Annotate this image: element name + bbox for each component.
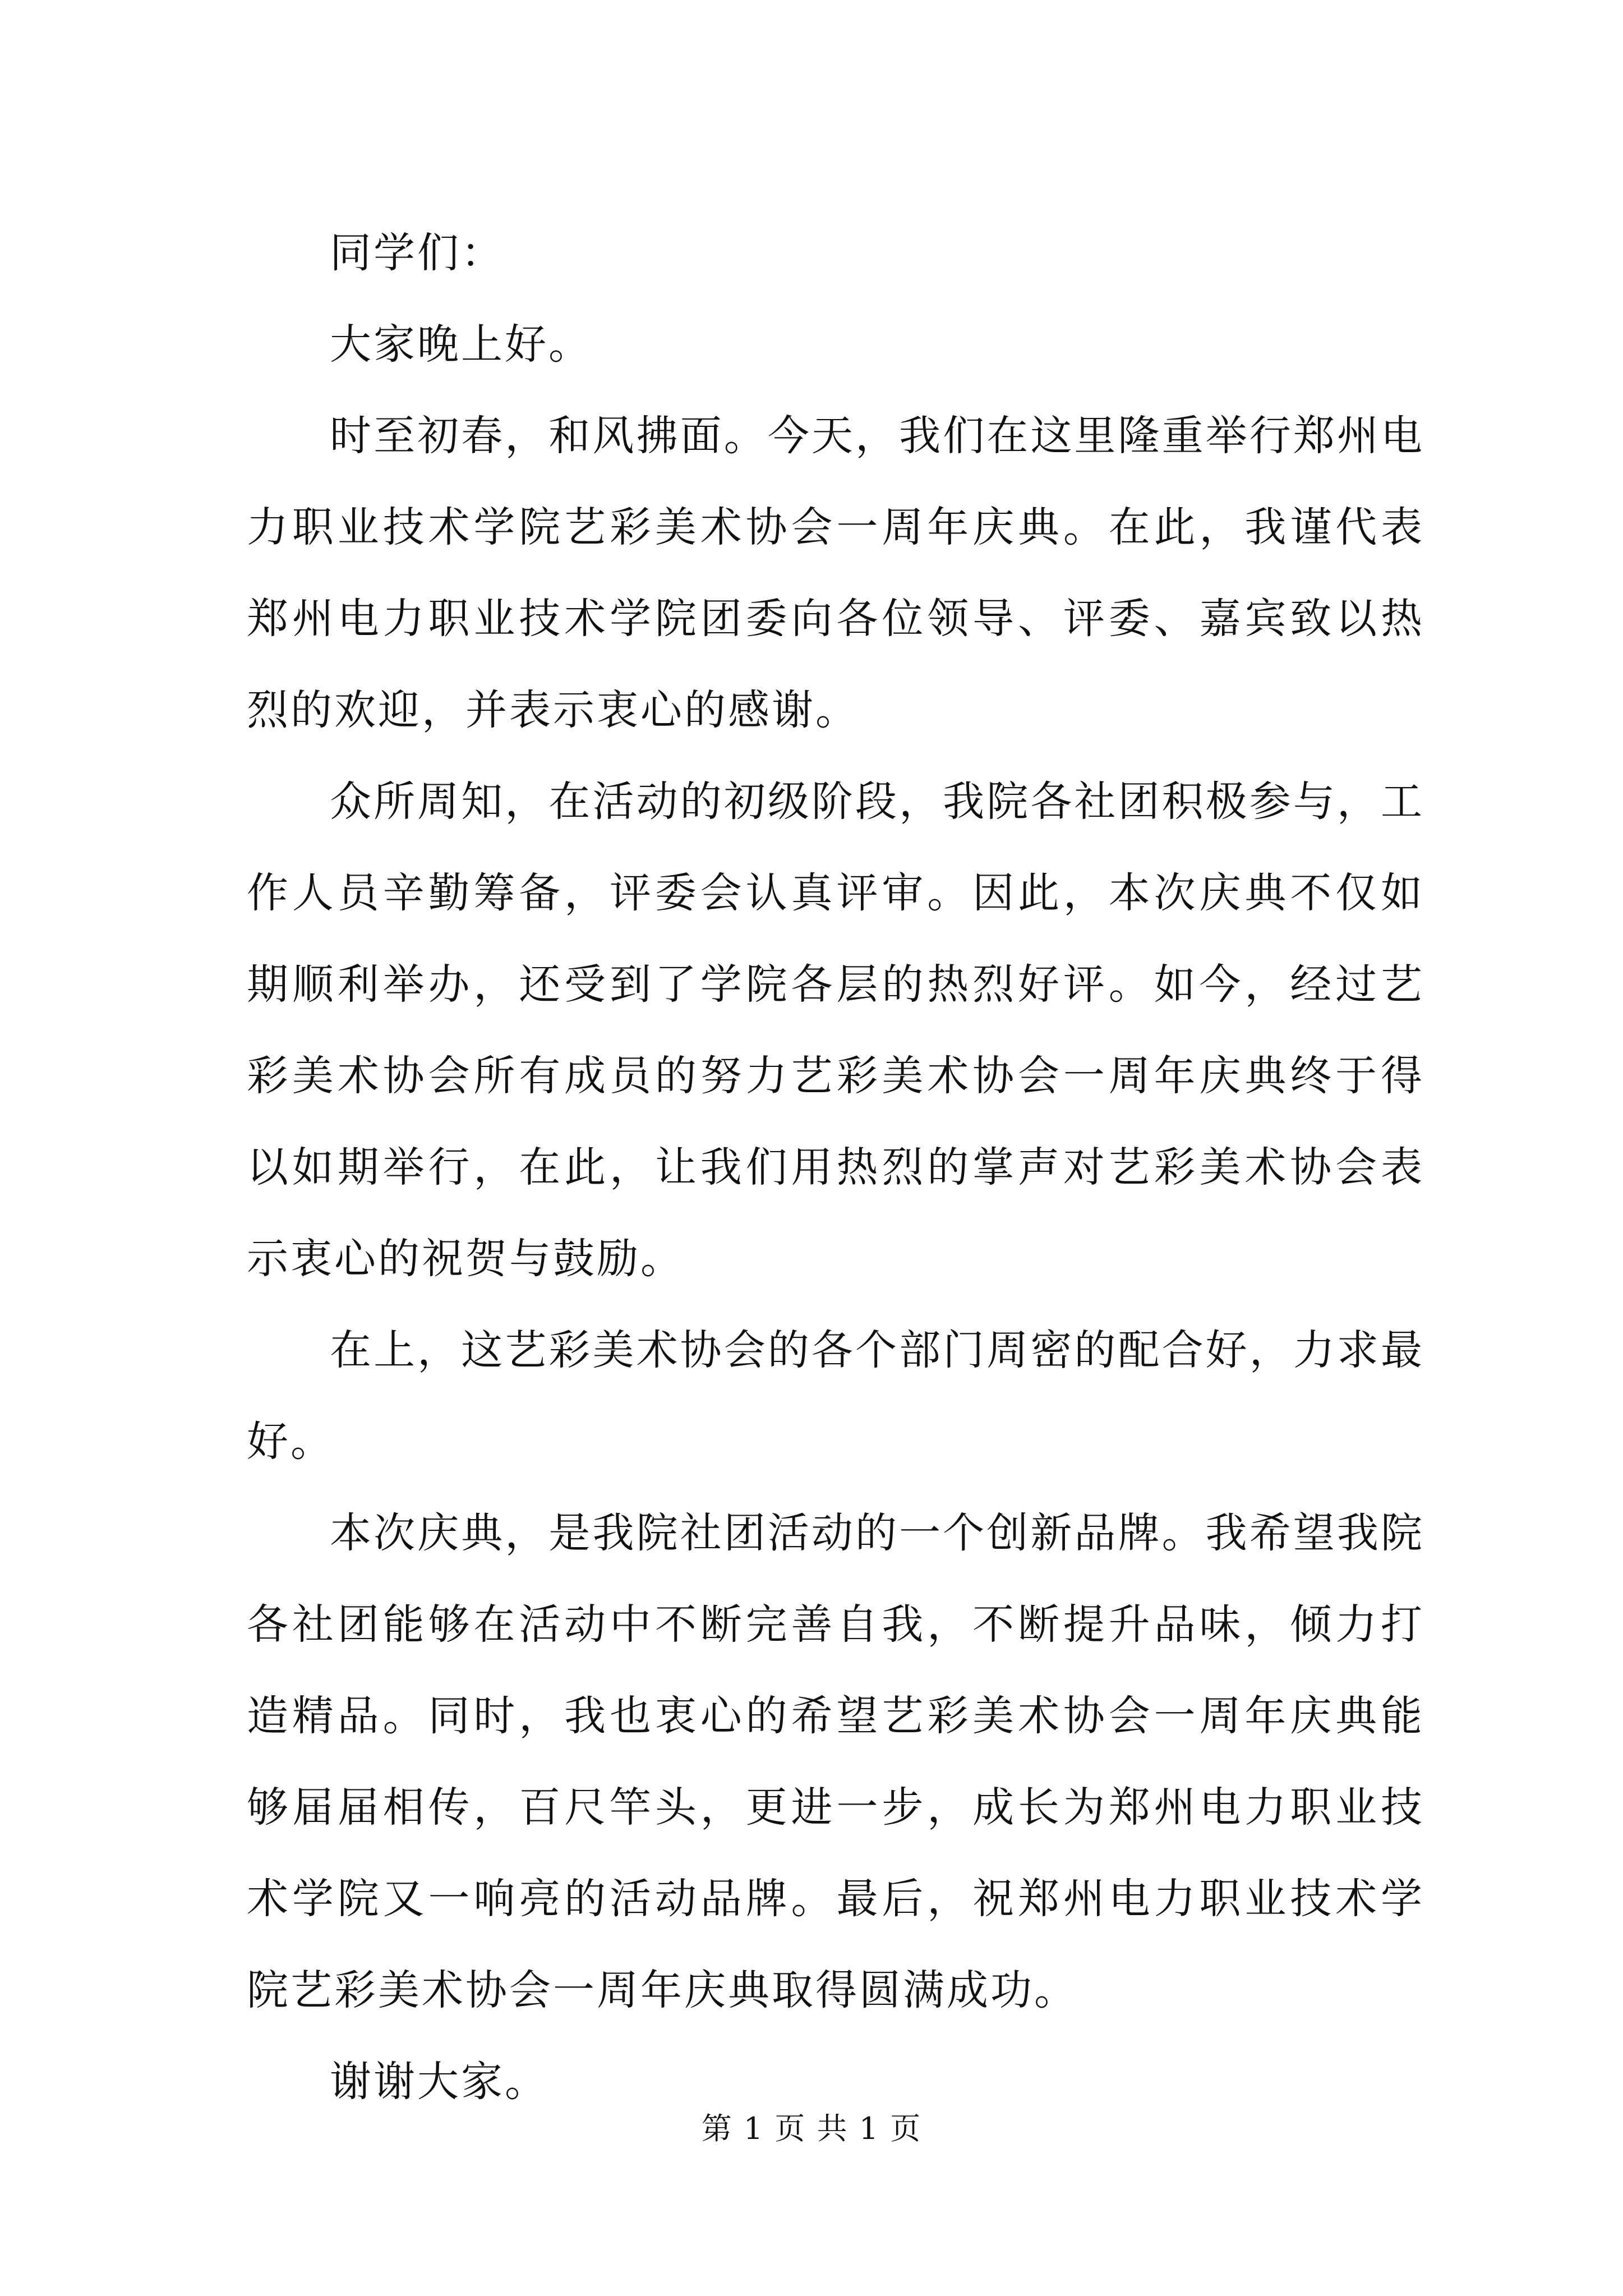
- paragraph-cooperation: 在上，这艺彩美术协会的各个部门周密的配合好，力求最好。: [247, 1326, 1424, 1466]
- page-number: 第 1 页 共 1 页: [701, 2111, 922, 2146]
- document-body: [247, 208, 1424, 2128]
- greeting: 同学们：: [330, 229, 505, 277]
- page-footer: [0, 2109, 1623, 2148]
- paragraph-hopes: 本次庆典，是我院社团活动的一个创新品牌。我希望我院各社团能够在活动中不断完善自我，不断提升品味，倾力打造精品。同时，我也衷心的希望艺彩美术协会一周年庆典能够届届相传，百尺竿头，更进一步，成长为郑州电力职业技术学院又一响亮的活动品牌。最后，祝郑州电力职业技术学院艺彩美术协会一周年庆典取得圆满成功。: [247, 1509, 1424, 2014]
- paragraph-closing: 谢谢大家。: [330, 2058, 548, 2106]
- paragraph-review: 众所周知，在活动的初级阶段，我院各社团积极参与，工作人员辛勤筹备，评委会认真评审。因此，本次庆典不仅如期顺利举办，还受到了学院各层的热烈好评。如今，经过艺彩美术协会所有成员的努力艺彩美术协会一周年庆典终于得以如期举行，在此，让我们用热烈的掌声对艺彩美术协会表示衷心的祝贺与鼓励。: [247, 777, 1424, 1283]
- paragraph-opening: 大家晚上好。: [330, 320, 592, 369]
- paragraph-welcome: 时至初春，和风拂面。今天，我们在这里隆重举行郑州电力职业技术学院艺彩美术协会一周年庆典。在此，我谨代表郑州电力职业技术学院团委向各位领导、评委、嘉宾致以热烈的欢迎，并表示衷心的感谢。: [247, 412, 1424, 734]
